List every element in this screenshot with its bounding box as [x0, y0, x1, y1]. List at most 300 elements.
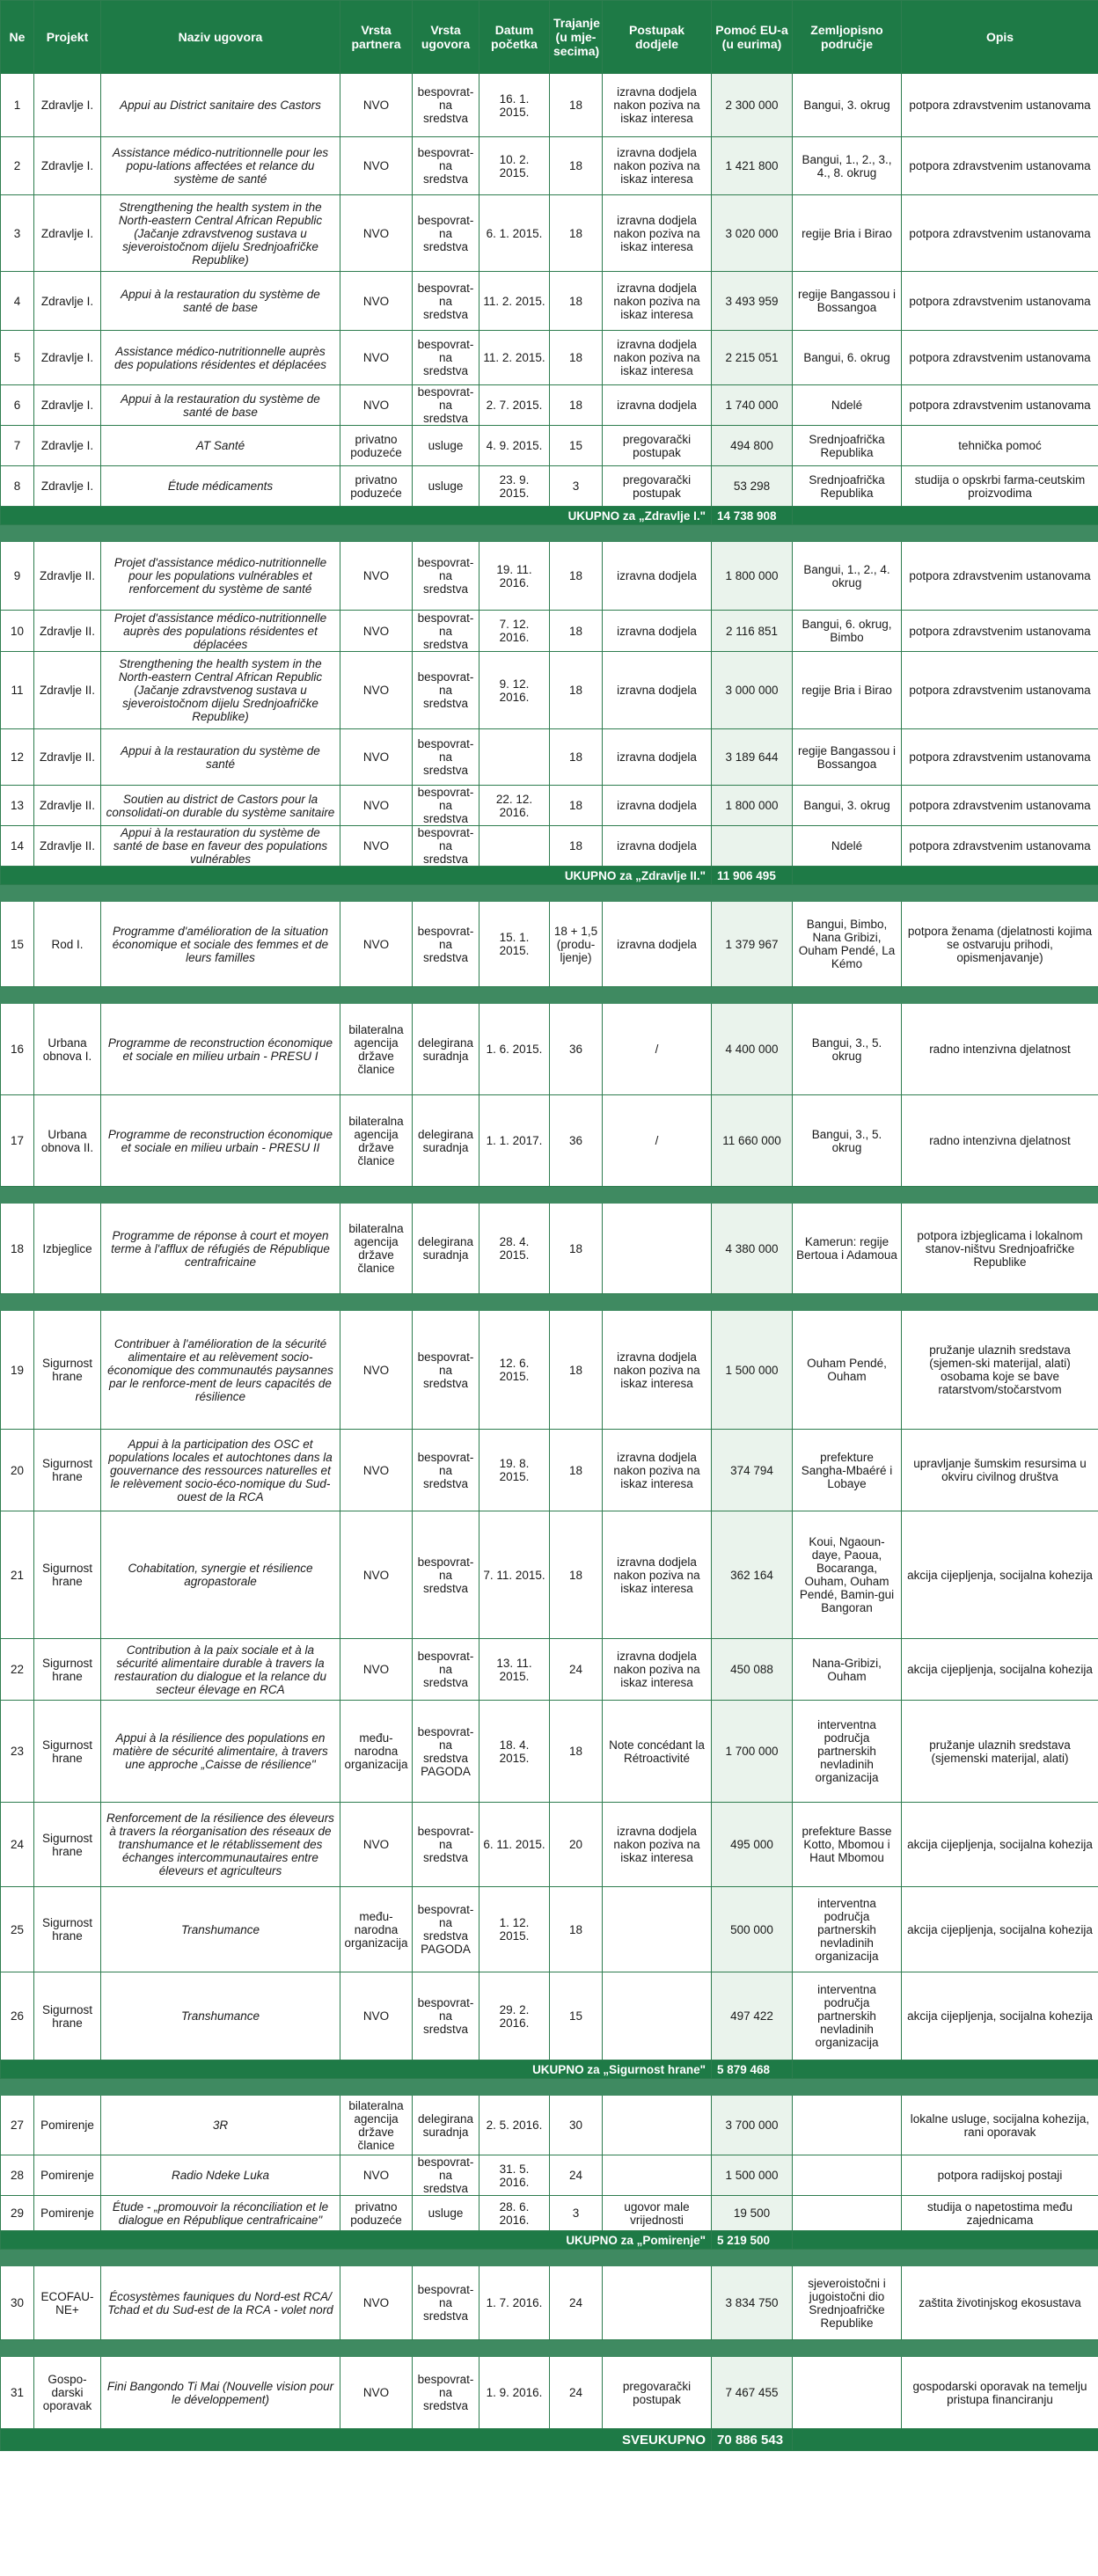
- project-name: Zdravlje I.: [34, 331, 101, 385]
- row-number: 31: [1, 2357, 34, 2429]
- contract-title: Transhumance: [101, 1972, 340, 2060]
- duration: 18: [550, 1204, 603, 1294]
- duration: 18: [550, 542, 603, 611]
- project-name: Sigurnost hrane: [34, 1639, 101, 1701]
- column-header: Trajanje (u mje-secima): [550, 1, 603, 74]
- table-row: [1, 2155, 1098, 2196]
- row-number: 13: [1, 786, 34, 826]
- eu-amount: 500 000: [712, 1887, 793, 1972]
- contract-type: bespovrat-na sredstva: [413, 195, 479, 272]
- contract-title: Radio Ndeke Luka: [101, 2155, 340, 2196]
- partner-type: privatno poduzeće: [340, 2196, 413, 2231]
- subtotal-amount: 5 219 500: [712, 2231, 793, 2250]
- partner-type: među-narodna organizacija: [340, 1701, 413, 1803]
- description: zaštita životinjskog ekosustava: [902, 2266, 1098, 2340]
- separator-cell: [1, 2250, 1098, 2266]
- section-separator: [1, 987, 1098, 1004]
- award-procedure: /: [603, 1004, 712, 1095]
- contract-title: Appui à la participation des OSC et populations locales et autochtones dans la gouvernance des ressources naturelles et le relèvement socio-éco-nomique du Sud-ouest de la RCA: [101, 1430, 340, 1511]
- project-name: Sigurnost hrane: [34, 1887, 101, 1972]
- partner-type: bilateralna agencija države članice: [340, 1204, 413, 1294]
- eu-amount: 3 493 959: [712, 272, 793, 331]
- row-number: 19: [1, 1311, 34, 1430]
- column-header: Ne: [1, 1, 34, 74]
- contract-title: Appui à la restauration du système de santé de base: [101, 385, 340, 426]
- award-procedure: pregovarački postupak: [603, 2357, 712, 2429]
- eu-amount: 362 164: [712, 1511, 793, 1639]
- project-name: Sigurnost hrane: [34, 1701, 101, 1803]
- duration: 18: [550, 331, 603, 385]
- table-row: [1, 826, 1098, 867]
- grand-total-amount: 70 886 543: [712, 2429, 793, 2451]
- eu-amount: 11 660 000: [712, 1095, 793, 1187]
- project-name: Zdravlje I.: [34, 385, 101, 426]
- partner-type: NVO: [340, 272, 413, 331]
- project-name: Zdravlje I.: [34, 272, 101, 331]
- contract-title: Renforcement de la résilience des éleveurs à travers la réorganisation des réseaux de transhumance et le rétablissement des échanges intercommunautaires entre éleveurs et agriculteurs: [101, 1803, 340, 1887]
- start-date: 11. 2. 2015.: [479, 272, 550, 331]
- eu-amount: 7 467 455: [712, 2357, 793, 2429]
- project-name: Sigurnost hrane: [34, 1972, 101, 2060]
- column-header: Projekt: [34, 1, 101, 74]
- contract-type: bespovrat-na sredstva: [413, 272, 479, 331]
- column-header: Pomoć EU-a (u eurima): [712, 1, 793, 74]
- partner-type: NVO: [340, 1972, 413, 2060]
- duration: 18: [550, 1311, 603, 1430]
- row-number: 20: [1, 1430, 34, 1511]
- partner-type: NVO: [340, 2155, 413, 2196]
- table-row: [1, 2096, 1098, 2155]
- subtotal-filler: [793, 507, 1098, 525]
- duration: 18: [550, 74, 603, 137]
- description: potpora zdravstvenim ustanovama: [902, 542, 1098, 611]
- geographic-area: Bangui, 3., 5. okrug: [793, 1095, 902, 1187]
- duration: 24: [550, 2155, 603, 2196]
- separator-cell: [1, 2079, 1098, 2096]
- table-row: [1, 1639, 1098, 1701]
- section-separator: [1, 1187, 1098, 1204]
- partner-type: NVO: [340, 385, 413, 426]
- duration: 18: [550, 385, 603, 426]
- table-row: [1, 1803, 1098, 1887]
- contract-type: bespovrat-na sredstva: [413, 74, 479, 137]
- description: akcija cijepljenja, socijalna kohezija: [902, 1803, 1098, 1887]
- table-row: [1, 2196, 1098, 2231]
- table-row: [1, 1311, 1098, 1430]
- project-name: Sigurnost hrane: [34, 1430, 101, 1511]
- start-date: 23. 9. 2015.: [479, 466, 550, 507]
- subtotal-label: UKUPNO za „Zdravlje I.": [1, 507, 712, 525]
- geographic-area: Bangui, 6. okrug: [793, 331, 902, 385]
- duration: 18 + 1,5 (produ-ljenje): [550, 902, 603, 987]
- award-procedure: [603, 1204, 712, 1294]
- geographic-area: [793, 2196, 902, 2231]
- description: potpora ženama (djelatnosti kojima se ostvaruju prihodi, opismenjavanje): [902, 902, 1098, 987]
- row-number: 18: [1, 1204, 34, 1294]
- project-name: Zdravlje II.: [34, 729, 101, 786]
- contract-title: Programme d'amélioration de la situation économique et sociale des femmes et de leurs familles: [101, 902, 340, 987]
- award-procedure: izravna dodjela: [603, 385, 712, 426]
- subtotal-row: [1, 867, 1098, 885]
- contract-title: Appui à la restauration du système de santé de base en faveur des populations vulnérables: [101, 826, 340, 867]
- description: akcija cijepljenja, socijalna kohezija: [902, 1511, 1098, 1639]
- partner-type: NVO: [340, 1430, 413, 1511]
- description: pružanje ulaznih sredstava (sjemen-ski materijal, alati) osobama koje se bave ratarstvom/stočarstvom: [902, 1311, 1098, 1430]
- geographic-area: interventna područja partnerskih nevladinih organizacija: [793, 1972, 902, 2060]
- contract-type: bespovrat-na sredstva PAGODA: [413, 1887, 479, 1972]
- subtotal-amount: 14 738 908: [712, 507, 793, 525]
- table-body: [1, 74, 1098, 2451]
- table-row: [1, 786, 1098, 826]
- duration: 36: [550, 1095, 603, 1187]
- row-number: 9: [1, 542, 34, 611]
- description: potpora zdravstvenim ustanovama: [902, 331, 1098, 385]
- partner-type: NVO: [340, 611, 413, 652]
- start-date: [479, 729, 550, 786]
- geographic-area: Srednjoafrička Republika: [793, 426, 902, 466]
- contract-type: bespovrat-na sredstva: [413, 786, 479, 826]
- table-row: [1, 195, 1098, 272]
- partner-type: NVO: [340, 331, 413, 385]
- geographic-area: prefekture Basse Kotto, Mbomou i Haut Mbomou: [793, 1803, 902, 1887]
- duration: 3: [550, 466, 603, 507]
- subtotal-amount: 11 906 495: [712, 867, 793, 885]
- row-number: 6: [1, 385, 34, 426]
- eu-amount: 374 794: [712, 1430, 793, 1511]
- award-procedure: izravna dodjela: [603, 729, 712, 786]
- duration: 18: [550, 1701, 603, 1803]
- contract-type: bespovrat-na sredstva: [413, 137, 479, 195]
- eu-amount: 3 700 000: [712, 2096, 793, 2155]
- column-header: Vrsta ugovora: [413, 1, 479, 74]
- contract-title: Appui à la restauration du système de santé: [101, 729, 340, 786]
- geographic-area: regije Bangassou i Bossangoa: [793, 729, 902, 786]
- eu-amount: 497 422: [712, 1972, 793, 2060]
- duration: 36: [550, 1004, 603, 1095]
- table-row: [1, 2357, 1098, 2429]
- partner-type: NVO: [340, 902, 413, 987]
- partner-type: NVO: [340, 1511, 413, 1639]
- geographic-area: interventna područja partnerskih nevladinih organizacija: [793, 1701, 902, 1803]
- eu-amount: 4 400 000: [712, 1004, 793, 1095]
- geographic-area: [793, 2096, 902, 2155]
- geographic-area: Bangui, Bimbo, Nana Gribizi, Ouham Pendé, La Kémo: [793, 902, 902, 987]
- description: radno intenzivna djelatnost: [902, 1004, 1098, 1095]
- geographic-area: Bangui, 1., 2., 4. okrug: [793, 542, 902, 611]
- start-date: 1. 12. 2015.: [479, 1887, 550, 1972]
- award-procedure: pregovarački postupak: [603, 466, 712, 507]
- row-number: 28: [1, 2155, 34, 2196]
- row-number: 4: [1, 272, 34, 331]
- eu-amount: 1 421 800: [712, 137, 793, 195]
- start-date: 1. 1. 2017.: [479, 1095, 550, 1187]
- project-name: Zdravlje II.: [34, 611, 101, 652]
- contract-type: bespovrat-na sredstva: [413, 331, 479, 385]
- award-procedure: izravna dodjela: [603, 786, 712, 826]
- contract-title: Fini Bangondo Ti Mai (Nouvelle vision pour le développement): [101, 2357, 340, 2429]
- contract-title: Étude médicaments: [101, 466, 340, 507]
- column-header: Opis: [902, 1, 1098, 74]
- contract-title: Étude - „promouvoir la réconciliation et le dialogue en République centrafricaine": [101, 2196, 340, 2231]
- eu-amount: 1 500 000: [712, 2155, 793, 2196]
- contract-title: Appui au District sanitaire des Castors: [101, 74, 340, 137]
- project-name: Sigurnost hrane: [34, 1311, 101, 1430]
- geographic-area: [793, 2357, 902, 2429]
- contract-type: bespovrat-na sredstva: [413, 2266, 479, 2340]
- table-row: [1, 74, 1098, 137]
- row-number: 22: [1, 1639, 34, 1701]
- description: potpora zdravstvenim ustanovama: [902, 611, 1098, 652]
- award-procedure: izravna dodjela nakon poziva na iskaz interesa: [603, 1430, 712, 1511]
- geographic-area: Ouham Pendé, Ouham: [793, 1311, 902, 1430]
- project-name: Zdravlje II.: [34, 826, 101, 867]
- contract-title: Soutien au district de Castors pour la consolidati-on durable du système sanitaire: [101, 786, 340, 826]
- award-procedure: ugovor male vrijednosti: [603, 2196, 712, 2231]
- project-name: Urbana obnova I.: [34, 1004, 101, 1095]
- row-number: 1: [1, 74, 34, 137]
- description: lokalne usluge, socijalna kohezija, rani oporavak: [902, 2096, 1098, 2155]
- start-date: 29. 2. 2016.: [479, 1972, 550, 2060]
- eu-amount: 3 189 644: [712, 729, 793, 786]
- start-date: 7. 12. 2016.: [479, 611, 550, 652]
- award-procedure: [603, 2096, 712, 2155]
- eu-amount: 1 500 000: [712, 1311, 793, 1430]
- start-date: 15. 1. 2015.: [479, 902, 550, 987]
- section-separator: [1, 2079, 1098, 2096]
- contract-title: AT Santé: [101, 426, 340, 466]
- description: tehnička pomoć: [902, 426, 1098, 466]
- section-separator: [1, 2340, 1098, 2357]
- section-separator: [1, 525, 1098, 542]
- geographic-area: Kamerun: regije Bertoua i Adamoua: [793, 1204, 902, 1294]
- eu-amount: 1 700 000: [712, 1701, 793, 1803]
- duration: 20: [550, 1803, 603, 1887]
- duration: 18: [550, 826, 603, 867]
- contract-title: Projet d'assistance médico-nutritionnelle auprès des populations résidentes et déplacées: [101, 611, 340, 652]
- contract-type: bespovrat-na sredstva: [413, 2155, 479, 2196]
- table-row: [1, 2266, 1098, 2340]
- table-row: [1, 272, 1098, 331]
- start-date: 7. 11. 2015.: [479, 1511, 550, 1639]
- table-row: [1, 1972, 1098, 2060]
- section-separator: [1, 2250, 1098, 2266]
- contract-type: bespovrat-na sredstva: [413, 611, 479, 652]
- row-number: 5: [1, 331, 34, 385]
- description: upravljanje šumskim resursima u okviru civilnog društva: [902, 1430, 1098, 1511]
- award-procedure: izravna dodjela: [603, 652, 712, 729]
- geographic-area: Bangui, 3. okrug: [793, 74, 902, 137]
- separator-cell: [1, 1294, 1098, 1311]
- contract-type: delegirana suradnja: [413, 1204, 479, 1294]
- duration: 18: [550, 137, 603, 195]
- contract-type: delegirana suradnja: [413, 2096, 479, 2155]
- row-number: 12: [1, 729, 34, 786]
- eu-amount: 53 298: [712, 466, 793, 507]
- eu-amount: 494 800: [712, 426, 793, 466]
- project-name: Zdravlje II.: [34, 652, 101, 729]
- contract-title: Assistance médico-nutritionnelle auprès des populations résidentes et déplacées: [101, 331, 340, 385]
- start-date: 2. 7. 2015.: [479, 385, 550, 426]
- geographic-area: Ndelé: [793, 826, 902, 867]
- contract-type: bespovrat-na sredstva: [413, 652, 479, 729]
- duration: 15: [550, 426, 603, 466]
- contract-type: bespovrat-na sredstva: [413, 542, 479, 611]
- award-procedure: izravna dodjela: [603, 542, 712, 611]
- geographic-area: Srednjoafrička Republika: [793, 466, 902, 507]
- project-name: Zdravlje I.: [34, 137, 101, 195]
- start-date: 13. 11. 2015.: [479, 1639, 550, 1701]
- contract-type: delegirana suradnja: [413, 1095, 479, 1187]
- duration: 18: [550, 1430, 603, 1511]
- table-row: [1, 902, 1098, 987]
- project-name: Zdravlje I.: [34, 74, 101, 137]
- start-date: 6. 1. 2015.: [479, 195, 550, 272]
- description: potpora izbjeglicama i lokalnom stanov-ništvu Srednjoafričke Republike: [902, 1204, 1098, 1294]
- subtotal-filler: [793, 2060, 1098, 2079]
- duration: 3: [550, 2196, 603, 2231]
- description: studija o napetostima među zajednicama: [902, 2196, 1098, 2231]
- award-procedure: izravna dodjela: [603, 611, 712, 652]
- subtotal-label: UKUPNO za „Zdravlje II.": [1, 867, 712, 885]
- award-procedure: izravna dodjela nakon poziva na iskaz interesa: [603, 272, 712, 331]
- start-date: 1. 7. 2016.: [479, 2266, 550, 2340]
- geographic-area: Bangui, 3. okrug: [793, 786, 902, 826]
- subtotal-row: [1, 507, 1098, 525]
- row-number: 8: [1, 466, 34, 507]
- start-date: 10. 2. 2015.: [479, 137, 550, 195]
- contract-title: Programme de réponse à court et moyen terme à l'afflux de réfugiés de République centrafricaine: [101, 1204, 340, 1294]
- description: radno intenzivna djelatnost: [902, 1095, 1098, 1187]
- start-date: 9. 12. 2016.: [479, 652, 550, 729]
- geographic-area: Bangui, 6. okrug, Bimbo: [793, 611, 902, 652]
- contract-title: Appui à la résilience des populations en matière de sécurité alimentaire, à travers une approche „Caisse de résilience": [101, 1701, 340, 1803]
- contract-title: Projet d'assistance médico-nutritionnelle pour les populations vulnérables et renforcement du système de santé: [101, 542, 340, 611]
- subtotal-filler: [793, 2231, 1098, 2250]
- table-row: [1, 542, 1098, 611]
- contract-title: Écosystèmes fauniques du Nord-est RCA/ Tchad et du Sud-est de la RCA - volet nord: [101, 2266, 340, 2340]
- column-header: Datum početka: [479, 1, 550, 74]
- duration: 18: [550, 1887, 603, 1972]
- grand-total-filler: [793, 2429, 1098, 2451]
- geographic-area: regije Bangassou i Bossangoa: [793, 272, 902, 331]
- subtotal-filler: [793, 867, 1098, 885]
- start-date: 28. 4. 2015.: [479, 1204, 550, 1294]
- eu-amount: 1 379 967: [712, 902, 793, 987]
- partner-type: privatno poduzeće: [340, 426, 413, 466]
- project-name: Zdravlje II.: [34, 786, 101, 826]
- duration: 15: [550, 1972, 603, 2060]
- row-number: 15: [1, 902, 34, 987]
- project-name: Zdravlje I.: [34, 466, 101, 507]
- geographic-area: sjeveroistočni i jugoistočni dio Srednjoafričke Republike: [793, 2266, 902, 2340]
- duration: 18: [550, 611, 603, 652]
- contract-title: Appui à la restauration du système de santé de base: [101, 272, 340, 331]
- table-row: [1, 729, 1098, 786]
- row-number: 29: [1, 2196, 34, 2231]
- table-row: [1, 1430, 1098, 1511]
- geographic-area: Bangui, 3., 5. okrug: [793, 1004, 902, 1095]
- contract-type: bespovrat-na sredstva: [413, 826, 479, 867]
- table-row: [1, 611, 1098, 652]
- description: akcija cijepljenja, socijalna kohezija: [902, 1639, 1098, 1701]
- description: potpora zdravstvenim ustanovama: [902, 385, 1098, 426]
- row-number: 23: [1, 1701, 34, 1803]
- eu-amount: 3 000 000: [712, 652, 793, 729]
- award-procedure: [603, 1887, 712, 1972]
- award-procedure: izravna dodjela nakon poziva na iskaz interesa: [603, 1803, 712, 1887]
- start-date: 2. 5. 2016.: [479, 2096, 550, 2155]
- award-procedure: izravna dodjela nakon poziva na iskaz interesa: [603, 1511, 712, 1639]
- contract-type: usluge: [413, 426, 479, 466]
- contract-type: usluge: [413, 466, 479, 507]
- partner-type: NVO: [340, 195, 413, 272]
- award-procedure: izravna dodjela nakon poziva na iskaz interesa: [603, 331, 712, 385]
- contract-type: bespovrat-na sredstva PAGODA: [413, 1701, 479, 1803]
- project-name: Zdravlje II.: [34, 542, 101, 611]
- partner-type: NVO: [340, 786, 413, 826]
- start-date: 4. 9. 2015.: [479, 426, 550, 466]
- eu-amount: 2 116 851: [712, 611, 793, 652]
- description: akcija cijepljenja, socijalna kohezija: [902, 1972, 1098, 2060]
- award-procedure: izravna dodjela nakon poziva na iskaz interesa: [603, 137, 712, 195]
- subtotal-label: UKUPNO za „Sigurnost hrane": [1, 2060, 712, 2079]
- duration: 18: [550, 195, 603, 272]
- start-date: 6. 11. 2015.: [479, 1803, 550, 1887]
- partner-type: NVO: [340, 652, 413, 729]
- table-row: [1, 466, 1098, 507]
- description: potpora zdravstvenim ustanovama: [902, 786, 1098, 826]
- start-date: 18. 4. 2015.: [479, 1701, 550, 1803]
- start-date: 19. 8. 2015.: [479, 1430, 550, 1511]
- eu-amount: 1 800 000: [712, 786, 793, 826]
- duration: 24: [550, 2266, 603, 2340]
- partner-type: NVO: [340, 2357, 413, 2429]
- description: potpora zdravstvenim ustanovama: [902, 137, 1098, 195]
- partner-type: privatno poduzeće: [340, 466, 413, 507]
- partner-type: bilateralna agencija države članice: [340, 1004, 413, 1095]
- project-name: Pomirenje: [34, 2096, 101, 2155]
- eu-amount: [712, 826, 793, 867]
- contract-type: bespovrat-na sredstva: [413, 1803, 479, 1887]
- geographic-area: Ndelé: [793, 385, 902, 426]
- description: potpora zdravstvenim ustanovama: [902, 195, 1098, 272]
- contract-title: Contribution à la paix sociale et à la sécurité alimentaire durable à travers la restauration du dialogue et la relance du secteur élevage en RCA: [101, 1639, 340, 1701]
- row-number: 21: [1, 1511, 34, 1639]
- description: potpora zdravstvenim ustanovama: [902, 272, 1098, 331]
- award-procedure: [603, 2155, 712, 2196]
- duration: 24: [550, 1639, 603, 1701]
- table-header-row: [1, 1, 1098, 74]
- description: akcija cijepljenja, socijalna kohezija: [902, 1887, 1098, 1972]
- start-date: 12. 6. 2015.: [479, 1311, 550, 1430]
- row-number: 3: [1, 195, 34, 272]
- table-row: [1, 1887, 1098, 1972]
- partner-type: NVO: [340, 137, 413, 195]
- duration: 18: [550, 272, 603, 331]
- eu-amount: 450 088: [712, 1639, 793, 1701]
- partner-type: NVO: [340, 729, 413, 786]
- project-name: Zdravlje I.: [34, 195, 101, 272]
- contract-type: delegirana suradnja: [413, 1004, 479, 1095]
- start-date: 1. 9. 2016.: [479, 2357, 550, 2429]
- contract-type: bespovrat-na sredstva: [413, 902, 479, 987]
- duration: 30: [550, 2096, 603, 2155]
- row-number: 16: [1, 1004, 34, 1095]
- partner-type: NVO: [340, 2266, 413, 2340]
- geographic-area: Koui, Ngaoun-daye, Paoua, Bocaranga, Ouham, Ouham Pendé, Bamin-gui Bangoran: [793, 1511, 902, 1639]
- project-name: Zdravlje I.: [34, 426, 101, 466]
- award-procedure: izravna dodjela: [603, 902, 712, 987]
